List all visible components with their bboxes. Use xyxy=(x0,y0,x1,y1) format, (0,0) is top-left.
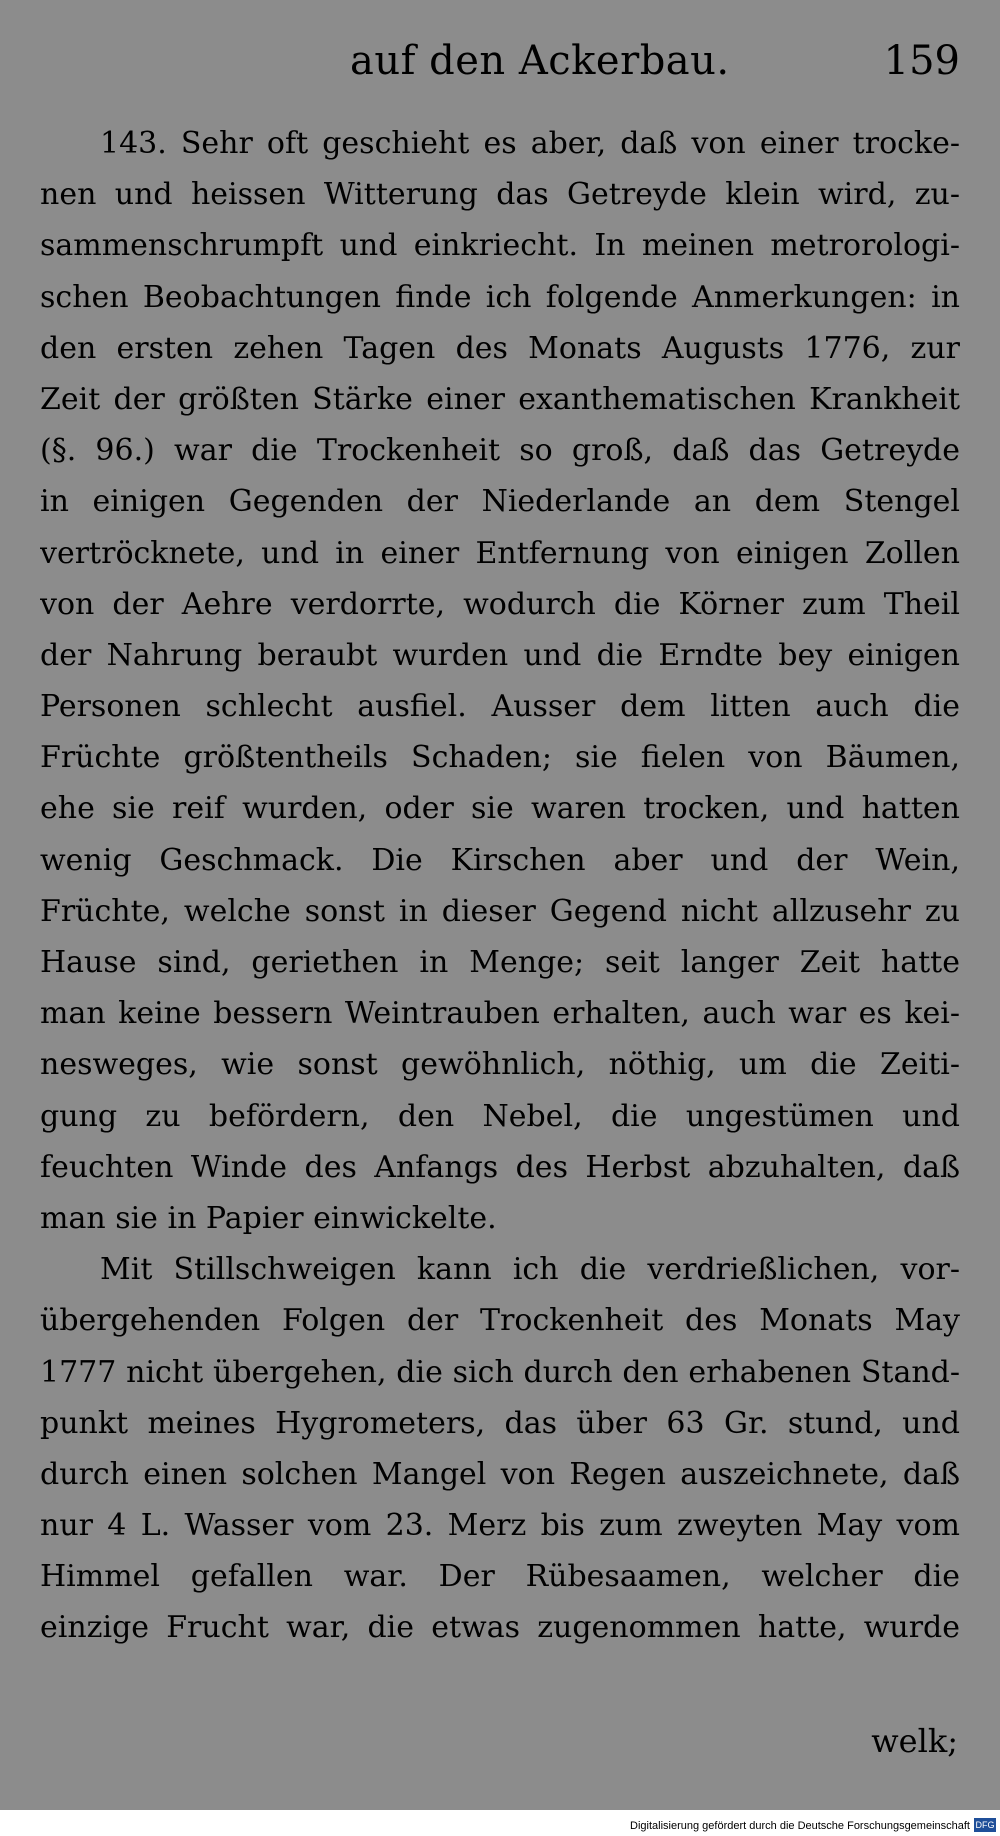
text-line: von der Aehre verdorrte, wodurch die Körner zum Theil xyxy=(40,586,960,622)
text-line: punkt meines Hygrometers, das über 63 Gr. stund, und xyxy=(40,1405,960,1441)
text-line: nen und heissen Witterung das Getreyde klein wird, zu- xyxy=(40,177,960,213)
text-line: in einigen Gegenden der Niederlande an dem Stengel xyxy=(40,484,960,520)
page-number: 159 xyxy=(883,38,960,84)
text-line: man sie in Papier einwickelte. xyxy=(40,1200,497,1236)
text-line: Hause sind, geriethen in Menge; seit langer Zeit hatte xyxy=(40,945,960,980)
text-line: feuchten Winde des Anfangs des Herbst abzuhalten, daß xyxy=(40,1149,960,1185)
text-line: 1777 nicht übergehen, die sich durch den erhabenen Stand- xyxy=(40,1354,960,1390)
text-line: Früchte, welche sonst in dieser Gegend nicht allzusehr zu xyxy=(40,893,960,929)
digitization-footer xyxy=(0,1810,1000,1836)
text-line: nur 4 L. Wasser vom 23. Merz bis zum zweyten May vom xyxy=(40,1508,960,1544)
text-line: Himmel gefallen war. Der Rübesaamen, welcher die xyxy=(40,1559,960,1595)
text-line: (§. 96.) war die Trockenheit so groß, daß das Getreyde xyxy=(40,433,960,469)
text-line: man keine bessern Weintrauben erhalten, auch war es kei- xyxy=(40,996,960,1032)
running-title: auf den Ackerbau. xyxy=(350,38,730,84)
text-line: sammenschrumpft und einkriecht. In meinen metrorologi- xyxy=(40,228,960,264)
page-header xyxy=(330,30,960,90)
text-body xyxy=(40,118,960,1654)
text-line: Mit Stillschweigen kann ich die verdrießlichen, vor- xyxy=(100,1252,960,1288)
text-line: Früchte größtentheils Schaden; sie fielen von Bäumen, xyxy=(40,740,960,776)
dfg-logo-icon: DFG xyxy=(975,1820,995,1830)
text-line: Zeit der größten Stärke einer exanthematischen Krankheit xyxy=(40,381,960,417)
footer-credit: Digitalisierung gefördert durch die Deutsche Forschungsgemeinschaft xyxy=(630,1820,970,1832)
text-line: übergehenden Folgen der Trockenheit des Monats May xyxy=(40,1303,960,1339)
text-line: der Nahrung beraubt wurden und die Erndte bey einigen xyxy=(40,637,960,673)
text-line: den ersten zehen Tagen des Monats Augusts 1776, zur xyxy=(40,330,960,366)
text-line: schen Beobachtungen finde ich folgende Anmerkungen: in xyxy=(40,279,960,315)
text-line: durch einen solchen Mangel von Regen auszeichnete, daß xyxy=(40,1456,960,1492)
catchword: welk; xyxy=(871,1722,958,1760)
text-line: 143. Sehr oft geschieht es aber, daß von einer trocke- xyxy=(100,126,960,161)
text-line: nesweges, wie sonst gewöhnlich, nöthig, um die Zeiti- xyxy=(40,1047,960,1083)
text-line: einzige Frucht war, die etwas zugenommen hatte, wurde xyxy=(40,1610,960,1646)
text-line: Personen schlecht ausfiel. Ausser dem litten auch die xyxy=(40,689,960,725)
text-line: wenig Geschmack. Die Kirschen aber und der Wein, xyxy=(40,842,960,878)
text-line: gung zu befördern, den Nebel, die ungestümen und xyxy=(40,1098,960,1134)
text-line: ehe sie reif wurden, oder sie waren trocken, und hatten xyxy=(40,791,960,827)
text-line: vertröcknete, und in einer Entfernung von einigen Zollen xyxy=(40,535,960,571)
